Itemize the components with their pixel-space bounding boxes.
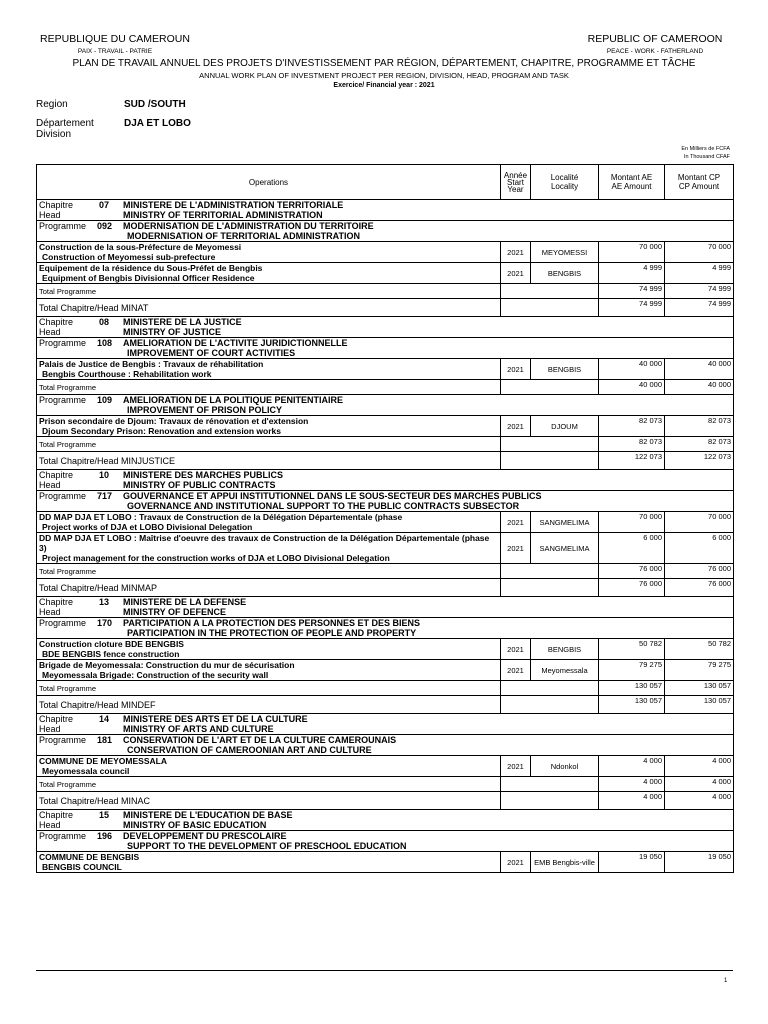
chapter-row <box>37 470 734 491</box>
operation-year: 2021 <box>501 416 531 437</box>
programme-name-en: PARTICIPATION IN THE PROTECTION OF PEOPLE AND PROPERTY <box>127 628 417 638</box>
document-title-en: ANNUAL WORK PLAN OF INVESTMENT PROJECT PER REGION, DIVISION, HEAD, PROGRAM AND TASK <box>199 71 569 80</box>
page-bottom-rule <box>36 970 733 971</box>
operation-locality: BENGBIS <box>531 263 599 284</box>
programme-cell <box>37 831 734 852</box>
chapter-row <box>37 597 734 618</box>
programme-row <box>37 395 734 416</box>
operation-name-en: BENGBIS COUNCIL <box>42 862 122 872</box>
programme-total-row <box>37 681 734 696</box>
programme-code: 196 <box>97 831 113 841</box>
operation-name-fr: Palais de Justice de Bengbis : Travaux de réhabilitation <box>39 359 264 369</box>
operation-name-en: Construction of Meyomessi sub-prefecture <box>42 252 216 262</box>
programme-name-fr: GOUVERNANCE ET APPUI INSTITUTIONNEL DANS LE SOUS-SECTEUR DES MARCHES PUBLICS <box>123 491 542 501</box>
chapter-name-fr: MINISTERE DE L'EDUCATION DE BASE <box>123 810 293 820</box>
programme-code: 181 <box>97 735 113 745</box>
operation-cp-amount: 79 275 <box>665 660 734 681</box>
programme-name-fr: MODERNISATION DE L'ADMINISTRATION DU TERRITOIRE <box>123 221 374 231</box>
chapter-name-en: MINISTRY OF PUBLIC CONTRACTS <box>123 480 276 490</box>
chapter-cell <box>37 317 734 338</box>
programme-cell <box>37 395 734 416</box>
operation-year: 2021 <box>501 263 531 284</box>
programme-total-row <box>37 284 734 299</box>
operation-row <box>37 512 734 533</box>
programme-label: Programme <box>39 491 87 501</box>
programme-name-fr: AMELIORATION DE L'ACTIVITE JURIDICTIONNELLE <box>123 338 348 348</box>
page-number: 1 <box>724 978 728 984</box>
programme-row <box>37 618 734 639</box>
operation-cell <box>37 533 501 564</box>
programme-total-ae: 130 057 <box>599 681 665 696</box>
operation-locality: Ndonkol <box>531 756 599 777</box>
programme-name-en: IMPROVEMENT OF COURT ACTIVITIES <box>127 348 296 358</box>
operation-row <box>37 242 734 263</box>
table-header-row <box>37 165 734 200</box>
operation-name-fr: Prison secondaire de Djoum: Travaux de rénovation et d'extension <box>39 416 309 426</box>
programme-label: Programme <box>39 395 87 405</box>
operation-cp-amount: 6 000 <box>665 533 734 564</box>
programme-name-en: CONSERVATION OF CAMEROONIAN ART AND CULTURE <box>127 745 372 755</box>
total-programme-label: Total Programme <box>37 284 501 299</box>
programme-total-cp: 130 057 <box>665 681 734 696</box>
programme-name-fr: AMELIORATION DE LA POLITIQUE PENITENTIAIRE <box>123 395 344 405</box>
programme-label: Programme <box>39 735 87 745</box>
operation-row <box>37 756 734 777</box>
programme-total-ae: 4 000 <box>599 777 665 792</box>
operation-name-fr: COMMUNE DE MEYOMESSALA <box>39 756 167 766</box>
operation-row <box>37 263 734 284</box>
operation-name-fr: Equipement de la résidence du Sous-Préfet de Bengbis <box>39 263 263 273</box>
header-left <box>30 33 200 55</box>
operation-cell <box>37 639 501 660</box>
chapter-total-row <box>37 299 734 317</box>
programme-cell <box>37 338 734 359</box>
programme-row <box>37 735 734 756</box>
total-programme-label: Total Programme <box>37 777 501 792</box>
operation-name-fr: COMMUNE DE BENGBIS <box>39 852 140 862</box>
republic-title-fr: REPUBLIQUE DU CAMEROUN <box>40 33 190 45</box>
head-label: Head <box>39 327 61 337</box>
operation-cp-amount: 19 050 <box>665 852 734 873</box>
chapter-total-label: Total Chapitre/Head MINAC <box>37 792 501 810</box>
operation-cell <box>37 512 501 533</box>
chapter-row <box>37 810 734 831</box>
total-programme-label: Total Programme <box>37 681 501 696</box>
operation-locality: MEYOMESSI <box>531 242 599 263</box>
operation-year: 2021 <box>501 756 531 777</box>
operation-name-en: Bengbis Courthouse : Rehabilitation work <box>42 369 212 379</box>
programme-name-fr: DEVELOPPEMENT DU PRESCOLAIRE <box>123 831 287 841</box>
operation-year: 2021 <box>501 639 531 660</box>
operation-year: 2021 <box>501 512 531 533</box>
programme-row <box>37 491 734 512</box>
programme-code: 170 <box>97 618 113 628</box>
programme-label: Programme <box>39 221 87 231</box>
chapter-name-en: MINISTRY OF TERRITORIAL ADMINISTRATION <box>123 210 323 220</box>
total-programme-label: Total Programme <box>37 380 501 395</box>
operation-name-en: Project works of DJA et LOBO Divisional Delegation <box>42 522 253 532</box>
chapter-total-label: Total Chapitre/Head MINDEF <box>37 696 501 714</box>
operation-locality: SANGMELIMA <box>531 512 599 533</box>
programme-total-cp: 4 000 <box>665 777 734 792</box>
operation-ae-amount: 6 000 <box>599 533 665 564</box>
operation-row <box>37 359 734 380</box>
head-label: Head <box>39 210 61 220</box>
chapter-total-ae: 122 073 <box>599 452 665 470</box>
operation-ae-amount: 79 275 <box>599 660 665 681</box>
chapter-name-en: MINISTRY OF JUSTICE <box>123 327 222 337</box>
chapitre-label: Chapitre <box>39 317 74 327</box>
operation-ae-amount: 4 999 <box>599 263 665 284</box>
table-body <box>37 200 734 873</box>
head-label: Head <box>39 480 61 490</box>
programme-code: 109 <box>97 395 113 405</box>
programme-total-row <box>37 564 734 579</box>
header-right <box>580 33 730 55</box>
operation-year: 2021 <box>501 852 531 873</box>
chapter-total-label: Total Chapitre/Head MINJUSTICE <box>37 452 501 470</box>
operation-ae-amount: 70 000 <box>599 512 665 533</box>
programme-name-en: MODERNISATION OF TERRITORIAL ADMINISTRATION <box>127 231 360 241</box>
operation-cp-amount: 4 999 <box>665 263 734 284</box>
col-ae-amount: Montant AE AE Amount <box>599 165 665 200</box>
col-locality: Localité Locality <box>531 165 599 200</box>
programme-code: 092 <box>97 221 113 231</box>
department-label: Département <box>36 118 94 129</box>
chapter-total-cp: 122 073 <box>665 452 734 470</box>
operation-cp-amount: 4 000 <box>665 756 734 777</box>
division-label: Division <box>36 129 72 140</box>
chapter-code: 08 <box>99 317 110 327</box>
chapter-code: 13 <box>99 597 110 607</box>
total-programme-label: Total Programme <box>37 437 501 452</box>
chapter-name-fr: MINISTERE DES MARCHES PUBLICS <box>123 470 284 480</box>
chapter-total-cp: 130 057 <box>665 696 734 714</box>
operation-locality: EMB Bengbis-ville <box>531 852 599 873</box>
operation-locality: SANGMELIMA <box>531 533 599 564</box>
operation-cp-amount: 50 782 <box>665 639 734 660</box>
chapter-total-ae: 74 999 <box>599 299 665 317</box>
operation-ae-amount: 82 073 <box>599 416 665 437</box>
operation-locality: Meyomessala <box>531 660 599 681</box>
region-label: Region <box>36 99 68 110</box>
operation-name-en: BDE BENGBIS fence construction <box>42 649 180 659</box>
chapter-total-row <box>37 579 734 597</box>
operation-name-fr: Construction de la sous-Préfecture de Meyomessi <box>39 242 242 252</box>
operation-name-en: Equipment of Bengbis Divisionnal Officer Residence <box>42 273 255 283</box>
chapter-total-row <box>37 696 734 714</box>
operation-cp-amount: 70 000 <box>665 242 734 263</box>
operation-name-fr: Brigade de Meyomessala: Construction du mur de sécurisation <box>39 660 295 670</box>
chapter-total-label: Total Chapitre/Head MINAT <box>37 299 501 317</box>
investment-plan-table <box>36 164 734 873</box>
operation-year: 2021 <box>501 359 531 380</box>
operation-name-fr: Construction cloture BDE BENGBIS <box>39 639 184 649</box>
operation-cell <box>37 416 501 437</box>
col-operations: Operations <box>37 165 501 200</box>
operation-locality: BENGBIS <box>531 359 599 380</box>
chapter-total-cp: 76 000 <box>665 579 734 597</box>
chapter-cell <box>37 714 734 735</box>
operation-year: 2021 <box>501 533 531 564</box>
operation-row <box>37 533 734 564</box>
operation-name-en: Meyomessala Brigade: Construction of the security wall <box>42 670 269 680</box>
programme-label: Programme <box>39 831 87 841</box>
chapitre-label: Chapitre <box>39 470 74 480</box>
head-label: Head <box>39 607 61 617</box>
programme-total-cp: 82 073 <box>665 437 734 452</box>
operation-locality: BENGBIS <box>531 639 599 660</box>
fiscal-year: Exercice/ Financial year : 2021 <box>333 82 435 89</box>
chapter-total-cp: 74 999 <box>665 299 734 317</box>
programme-total-row <box>37 437 734 452</box>
chapter-name-en: MINISTRY OF ARTS AND CULTURE <box>123 724 274 734</box>
chapter-name-en: MINISTRY OF BASIC EDUCATION <box>123 820 267 830</box>
operation-name-fr: DD MAP DJA ET LOBO : Maîtrise d'oeuvre des travaux de Construction de la Délégation Départementale (phase 3) <box>39 533 490 553</box>
chapter-total-cp: 4 000 <box>665 792 734 810</box>
operation-cp-amount: 82 073 <box>665 416 734 437</box>
chapter-code: 14 <box>99 714 110 724</box>
chapter-row <box>37 200 734 221</box>
programme-name-en: GOVERNANCE AND INSTITUTIONAL SUPPORT TO THE PUBLIC CONTRACTS SUBSECTOR <box>127 501 520 511</box>
chapter-cell <box>37 200 734 221</box>
operation-name-en: Project management for the construction works of DJA et LOBO Divisional Delegation <box>42 553 390 563</box>
head-label: Head <box>39 820 61 830</box>
programme-total-cp: 76 000 <box>665 564 734 579</box>
operation-cell <box>37 263 501 284</box>
chapter-total-ae: 4 000 <box>599 792 665 810</box>
chapter-name-fr: MINISTERE DES ARTS ET DE LA CULTURE <box>123 714 308 724</box>
chapter-cell <box>37 597 734 618</box>
programme-cell <box>37 618 734 639</box>
chapter-cell <box>37 810 734 831</box>
programme-total-row <box>37 380 734 395</box>
chapter-total-row <box>37 792 734 810</box>
operation-name-en: Meyomessala council <box>42 766 130 776</box>
programme-code: 717 <box>97 491 113 501</box>
operation-row <box>37 416 734 437</box>
programme-cell <box>37 221 734 242</box>
chapter-name-en: MINISTRY OF DEFENCE <box>123 607 227 617</box>
chapter-total-label: Total Chapitre/Head MINMAP <box>37 579 501 597</box>
programme-name-en: IMPROVEMENT OF PRISON POLICY <box>127 405 283 415</box>
operation-ae-amount: 70 000 <box>599 242 665 263</box>
operation-ae-amount: 50 782 <box>599 639 665 660</box>
region-value: SUD /SOUTH <box>124 99 186 110</box>
programme-row <box>37 338 734 359</box>
chapter-cell <box>37 470 734 491</box>
programme-row <box>37 831 734 852</box>
programme-code: 108 <box>97 338 113 348</box>
col-year: Année Start Year <box>501 165 531 200</box>
republic-title-en: REPUBLIC OF CAMEROON <box>587 33 723 45</box>
chapitre-label: Chapitre <box>39 200 74 210</box>
motto-fr: PAIX - TRAVAIL - PATRIE <box>77 48 153 55</box>
col-cp-amount: Montant CP CP Amount <box>665 165 734 200</box>
operation-ae-amount: 19 050 <box>599 852 665 873</box>
operation-year: 2021 <box>501 242 531 263</box>
operation-locality: DJOUM <box>531 416 599 437</box>
chapter-name-fr: MINISTERE DE L'ADMINISTRATION TERRITORIALE <box>123 200 344 210</box>
operation-year: 2021 <box>501 660 531 681</box>
operation-cp-amount: 40 000 <box>665 359 734 380</box>
programme-total-ae: 76 000 <box>599 564 665 579</box>
operation-ae-amount: 4 000 <box>599 756 665 777</box>
programme-label: Programme <box>39 618 87 628</box>
chapter-code: 07 <box>99 200 110 210</box>
head-label: Head <box>39 724 61 734</box>
programme-total-row <box>37 777 734 792</box>
operation-name-fr: DD MAP DJA ET LOBO : Travaux de Construction de la Délégation Départementale (phase <box>39 512 403 522</box>
programme-total-cp: 74 999 <box>665 284 734 299</box>
chapter-total-ae: 130 057 <box>599 696 665 714</box>
operation-ae-amount: 40 000 <box>599 359 665 380</box>
chapter-row <box>37 317 734 338</box>
programme-total-cp: 40 000 <box>665 380 734 395</box>
total-programme-label: Total Programme <box>37 564 501 579</box>
chapter-total-ae: 76 000 <box>599 579 665 597</box>
programme-row <box>37 221 734 242</box>
operation-row <box>37 660 734 681</box>
units-en: In Thousand CFAF <box>683 154 730 160</box>
operation-row <box>37 852 734 873</box>
programme-total-ae: 74 999 <box>599 284 665 299</box>
operation-cell <box>37 756 501 777</box>
department-value: DJA ET LOBO <box>124 118 191 129</box>
operation-cp-amount: 70 000 <box>665 512 734 533</box>
operation-cell <box>37 359 501 380</box>
operation-row <box>37 639 734 660</box>
document-title-fr: PLAN DE TRAVAIL ANNUEL DES PROJETS D'INVESTISSEMENT PAR RÉGION, DÉPARTEMENT, CHAPITRE, PROGRAMME ET TÂCHE <box>72 58 696 69</box>
programme-label: Programme <box>39 338 87 348</box>
units-fr: En Milliers de FCFA <box>681 146 730 152</box>
chapter-code: 10 <box>99 470 110 480</box>
motto-en: PEACE - WORK - FATHERLAND <box>606 48 704 55</box>
programme-cell <box>37 491 734 512</box>
programme-cell <box>37 735 734 756</box>
programme-name-fr: CONSERVATION DE L'ART ET DE LA CULTURE CAMEROUNAIS <box>123 735 397 745</box>
operation-cell <box>37 242 501 263</box>
chapter-total-row <box>37 452 734 470</box>
chapter-name-fr: MINISTERE DE LA JUSTICE <box>123 317 242 327</box>
operation-name-en: Djoum Secondary Prison: Renovation and extension works <box>42 426 281 436</box>
operation-cell <box>37 852 501 873</box>
operation-cell <box>37 660 501 681</box>
chapitre-label: Chapitre <box>39 597 74 607</box>
chapter-row <box>37 714 734 735</box>
chapter-code: 15 <box>99 810 110 820</box>
programme-total-ae: 40 000 <box>599 380 665 395</box>
programme-total-ae: 82 073 <box>599 437 665 452</box>
chapitre-label: Chapitre <box>39 810 74 820</box>
chapter-name-fr: MINISTERE DE LA DEFENSE <box>123 597 247 607</box>
chapitre-label: Chapitre <box>39 714 74 724</box>
currency-units <box>650 145 730 161</box>
programme-name-en: SUPPORT TO THE DEVELOPMENT OF PRESCHOOL EDUCATION <box>127 841 407 851</box>
programme-name-fr: PARTICIPATION A LA PROTECTION DES PERSONNES ET DES BIENS <box>123 618 421 628</box>
